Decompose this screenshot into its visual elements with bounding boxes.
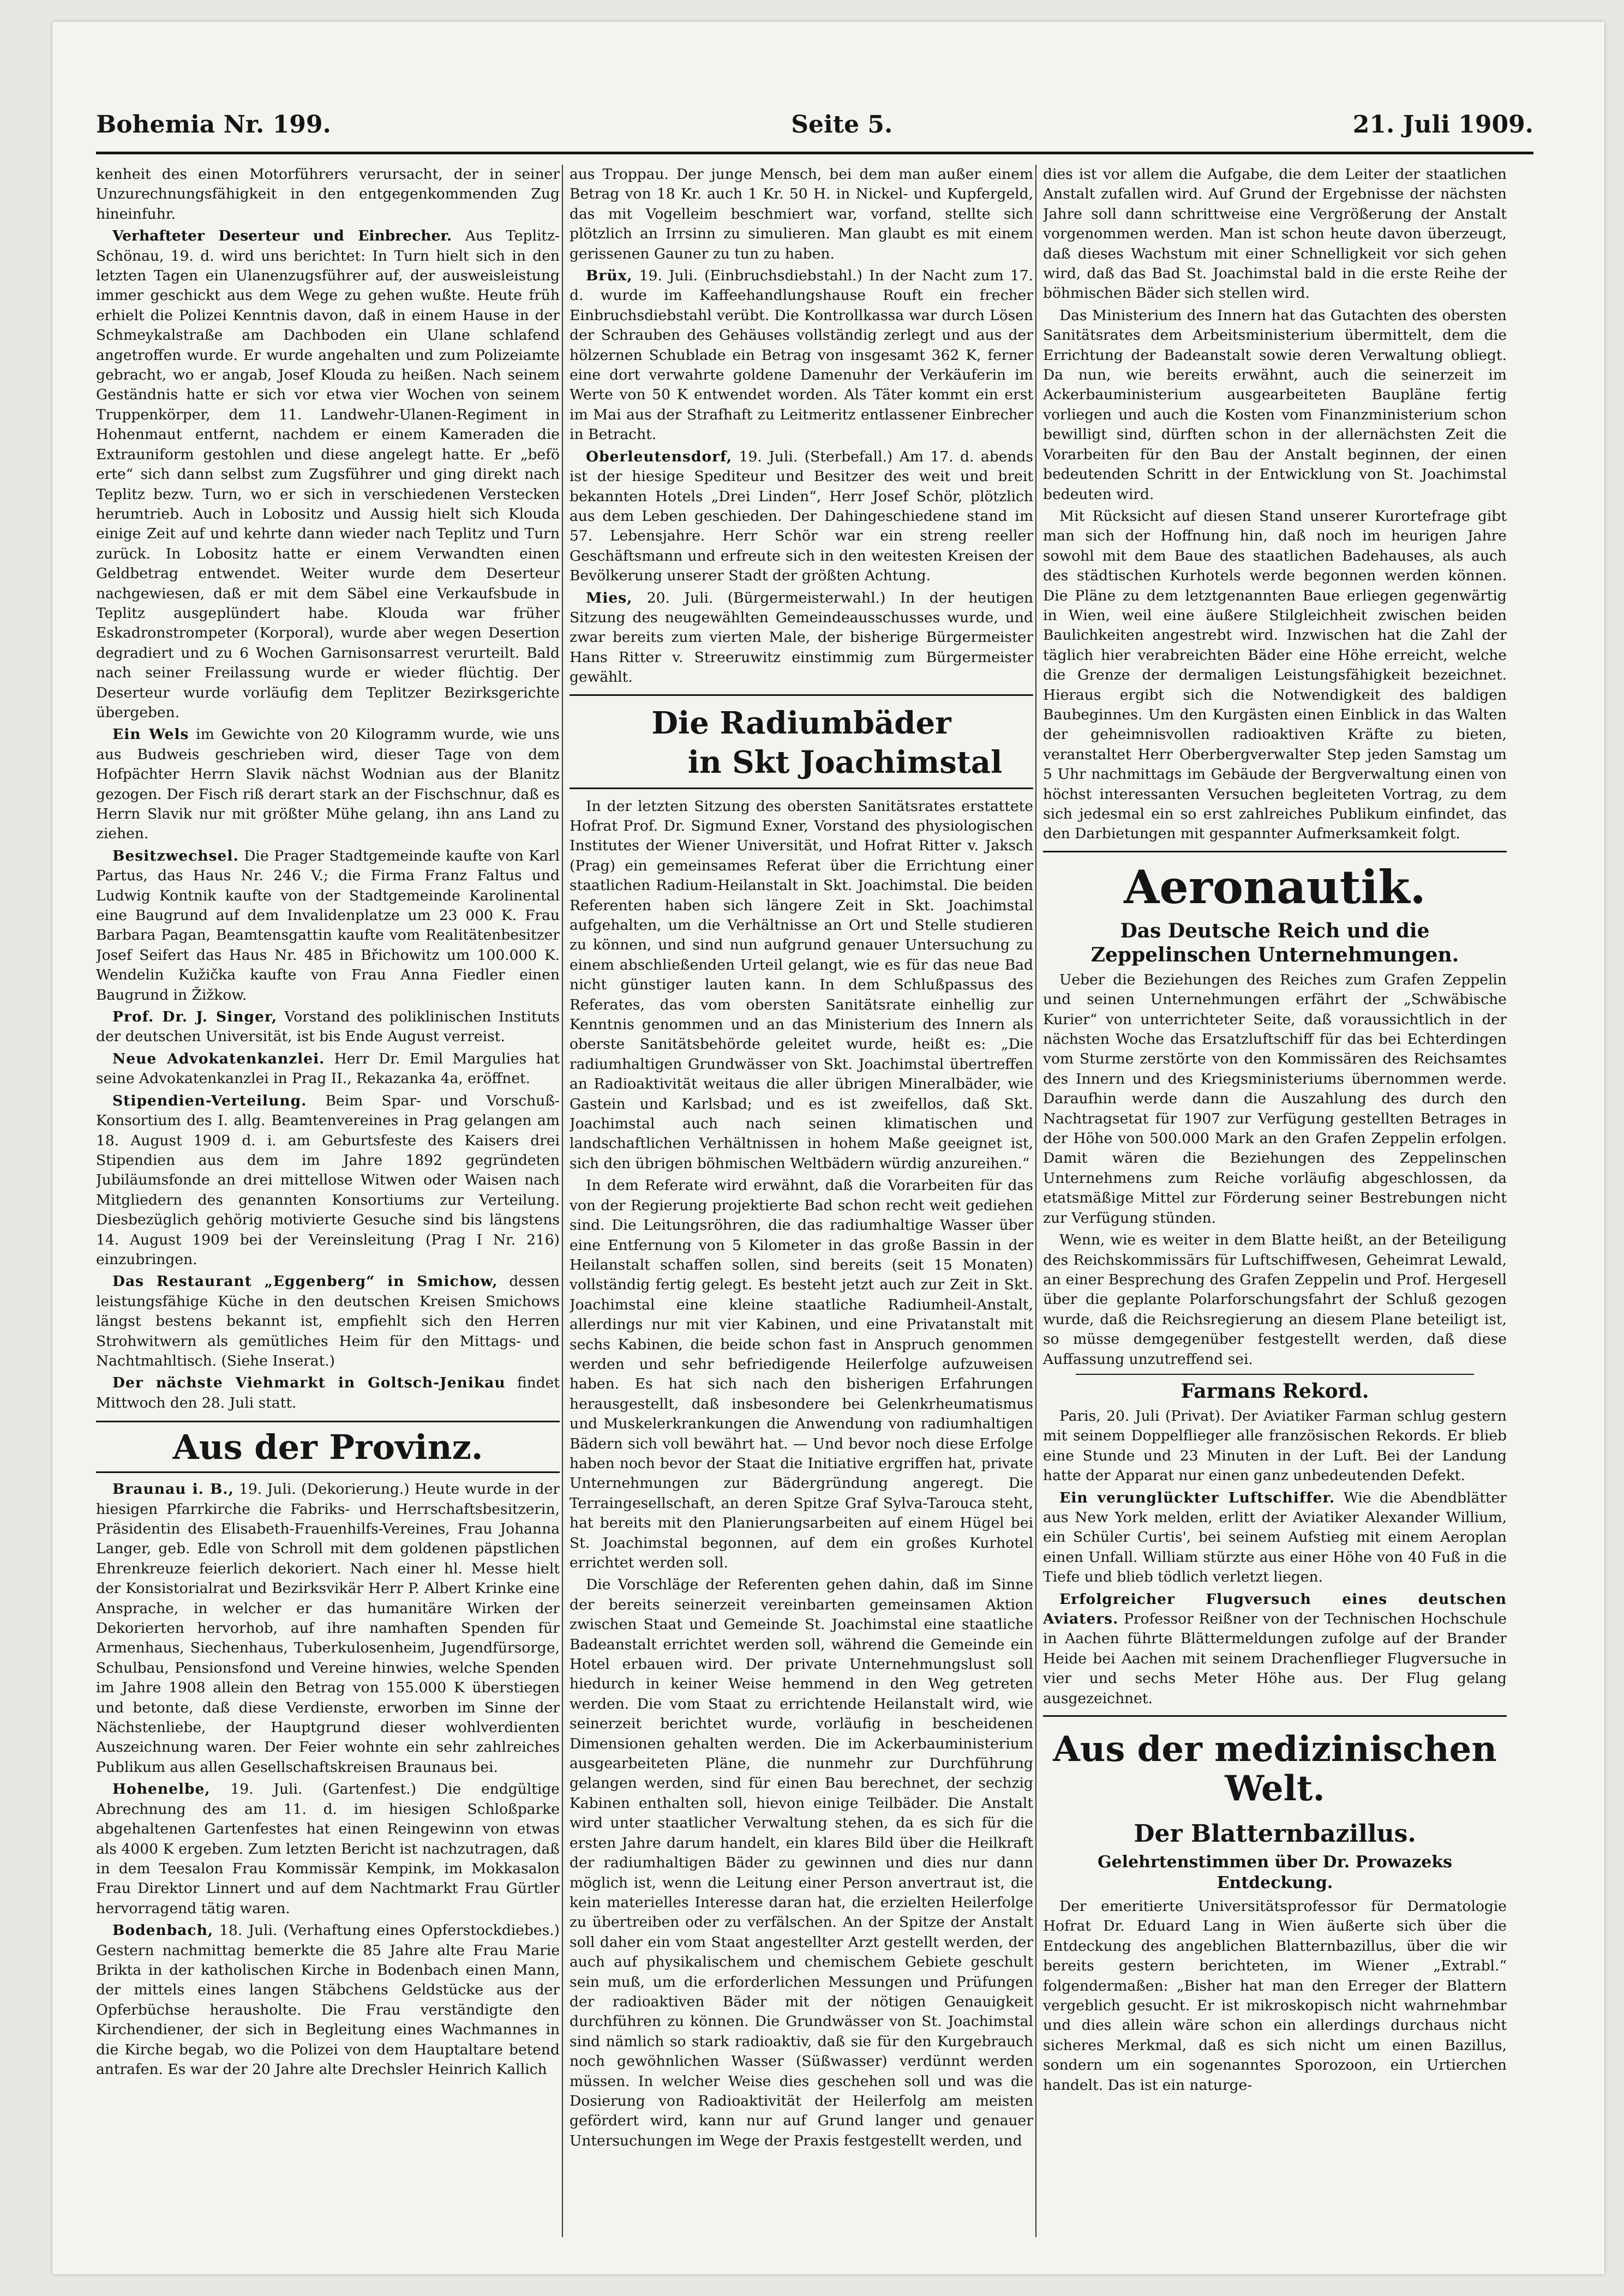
- article: [96, 725, 560, 844]
- headline-line-1: Die Radiumbäder: [651, 705, 951, 741]
- article-title: Das Restaurant „Eggenberg“ in Smichow,: [112, 1273, 498, 1290]
- article-title: Brüx,: [586, 267, 633, 285]
- article-title: Stipendien-Verteilung.: [112, 1092, 307, 1109]
- column-separator: [1035, 165, 1036, 2237]
- article-body: Die Prager Stadtgemeinde kaufte von Karl Partus, das Haus Nr. 246 V.; die Firma Franz Faltus und Ludwig Kontnik kaufte von der Stadtgemeinde Karolinental eine Baugrund auf dem Invalidenplatze um 23 000 K. Frau Barbara Pagan, Beamtensgattin kaufte vom Realitätenbesitzer Josef Seifert das Haus Nr. 485 in Břichowitz um 100.000 K. Wendelin Kužička kaufte von Frau Anna Fiedler einen Baugrund in Žižkow.: [96, 847, 560, 1003]
- article: [96, 226, 560, 723]
- article-paragraph: Ueber die Beziehungen des Reiches zum Grafen Zeppelin und seinen Unternehmungen erfährt der „Schwäbische Kurier“ von unterrichteter Seite, daß voraussichtlich in der nächsten Woche das Ersatzluftschiff für das bei Echterdingen vom Sturme zerstörte von den Kommissären des Reichsamtes des Innern und des Kriegsministeriums übernommen werde. Daraufhin werde dann die Auszahlung des durch den Nachtragsetat für 1907 zur Verfügung gestellten Betrages in der Höhe von 500.000 Mark an den Grafen Zeppelin erfolgen. Damit wären die Beziehungen des Zeppelinschen Unternehmens zum Reiche vorläufig abgeschlossen, da etatsmäßige Mittel zur Förderung seiner Bestrebungen nicht zur Verfügung stünden.: [1043, 971, 1507, 1227]
- article-title: Braunau i. B.,: [112, 1481, 234, 1498]
- headline-radiumbaeder: [570, 694, 1033, 789]
- article: [96, 1480, 560, 1777]
- article: [96, 1007, 560, 1047]
- article-body: Beim Spar- und Vorschuß-Konsortium des I. allg. Beamtenvereines in Prag gelangen am 18. August 1909 d. i. am Geburtsfeste des Kaisers drei Stipendien aus dem im Jahre 1892 gegründeten Jubiläumsfonde an drei mittellose Witwen oder Waisen nach Mitgliedern des genannten Konsortiums zur Verteilung. Diesbezüglich gehörig motivierte Gesuche sind bis längstens 14. August 1909 bei der Vereinsleitung (Prag I Nr. 216) einzubringen.: [96, 1092, 560, 1268]
- column-3: [1043, 165, 1507, 2248]
- article-title: Der nächste Viehmarkt in Goltsch-Jenikau: [112, 1374, 506, 1392]
- column-2: [570, 165, 1033, 2248]
- article-body: Vorstand des poliklinischen Instituts der deutschen Universität, ist bis Ende August verreist.: [96, 1008, 560, 1045]
- article: [96, 1272, 560, 1371]
- section-heading-aeronautik: Aeronautik.: [1124, 860, 1426, 914]
- article-body: 19. Juli. (Einbruchsdiebstahl.) In der Nacht zum 17. d. wurde im Kaffeehandlungshause Rouft ein frecher Einbruchsdiebstahl verübt. Die Kontrollkassa war durch Lösen der Schrauben des Gehäuses vollständig zerlegt und aus der hölzernen Schublade ein Betrag von insgesamt 362 K, ferner eine dort verwahrte goldene Damenuhr der Verkäuferin im Werte von 50 K entwendet worden. Als Täter kommt ein erst im Mai aus der Strafhaft zu Leitmeritz entlassener Einbrecher in Betracht.: [570, 267, 1033, 443]
- article-paragraph: Der emeritierte Universitätsprofessor für Dermatologie Hofrat Dr. Eduard Lang in Wien äußerte sich über die Entdeckung des angeblichen Blatternbazillus, über die wir bereits gestern berichteten, im Wiener „Extrabl.“ folgendermaßen: „Bisher hat man den Erreger der Blattern vergeblich gesucht. Er ist mikroskopisch nicht wahrnehmbar und dies allein wäre schon ein allerdings durchaus nicht sicheres Merkmal, daß es sich nicht um einen Bazillus, sondern um ein sogenanntes Sporozoon, ein Urtierchen handelt. Das ist ein naturge-: [1043, 1898, 1507, 2094]
- article-continuation: aus Troppau. Der junge Mensch, bei dem man außer einem Betrag von 18 Kr. auch 1 Kr. 50 H. in Nickel- und Kupfergeld, das mit Vogelleim beschmiert war, vorfand, stellte sich plötzlich an Irrsinn zu simulieren. Man glaubt es mit einem gerissenen Gauner zu tun zu haben.: [570, 166, 1033, 262]
- article-paragraph: Mit Rücksicht auf diesen Stand unserer Kurortefrage gibt man sich der Hoffnung hin, daß noch im heurigen Jahre sowohl mit dem Baue des staatlichen Badehauses, als auch des städtischen Kurhotels werde begonnen werden können. Die Pläne zu dem letztgenannten Baue erliegen gegenwärtig in Wien, weil eine äußere Stilgleichheit zwischen beiden Baulichkeiten angestrebt wird. Inzwischen hat die Zahl der täglich hier verabreichten Bäder eine Höhe erreicht, welche die Grenze der dermaligen Leistungsfähigkeit bezeichnet. Hieraus ergibt sich die Notwendigkeit des baldigen Baubeginnes. Um den Kurgästen einen Einblick in das Walten der geheimnisvollen radioaktiven Kräfte zu bieten, veranstaltet Herr Oberbergverwalter Step jeden Samstag um 5 Uhr nachmittags im Gebäude der Bergverwaltung einen von höchst interessanten Versuchen begleiteten Vortrag, zu dem sich jedesmal ein so erst zahlreiches Publikum einfindet, das den Darbietungen mit gespannter Aufmerksamkeit folgt.: [1043, 507, 1507, 843]
- article-title: Erfolgreicher Flugversuch eines deutschen Aviaters.: [1043, 1590, 1507, 1627]
- article-continuation: kenheit des einen Motorführers verursacht, der in seiner Unzurechnungsfähigkeit in den entgegenkommenden Zug hineinfuhr.: [96, 166, 560, 223]
- article-title: Bodenbach,: [112, 1922, 214, 1939]
- article-title: Prof. Dr. J. Singer,: [112, 1008, 278, 1026]
- divider: [1043, 851, 1507, 852]
- article: [1043, 1590, 1507, 1709]
- header-page-number: Seite 5.: [791, 110, 893, 139]
- article-body: dessen leistungsfähige Küche in den deutschen Kreisen Smichows längst bestens bekannt ist, empfiehlt sich den Herren Strohwitwern als gemütliches Heim für den Mittags- und Nachtmahltisch. (Siehe Inserat.): [96, 1273, 560, 1369]
- article-title: Oberleutensdorf,: [586, 448, 733, 465]
- article: [1043, 1488, 1507, 1588]
- article: [96, 1049, 560, 1089]
- header-masthead: Bohemia Nr. 199.: [96, 110, 331, 139]
- newspaper-page: [52, 22, 1604, 2274]
- article-paragraph: In dem Referate wird erwähnt, daß die Vorarbeiten für das von der Regierung projektierte Bad schon recht weit gediehen sind. Die Leitungsröhren, die das radiumhaltige Wasser über eine Entfernung von 5 Kilometer in das große Bassin in der Heilanstalt schaffen sollen, sind bereits (seit 15 Monaten) vollständig fertig gelegt. Es besteht jetzt auch zur Zeit in Skt. Joachimstal eine kleine staatliche Radiumheil-Anstalt, allerdings nur mit vier Kabinen, und eine Privatanstalt mit sechs Kabinen, die beide schon fast in Anspruch genommen werden und sehr befriedigende Heilerfolge aufzuweisen haben. Es hat sich nach den bisherigen Erfahrungen herausgestellt, daß insbesondere bei Gelenkrheumatismus und Muskelerkrankungen die Anwendung von radiumhaltigen Bädern sich voll bewährt hat. — Und bevor noch diese Erfolge haben noch bevor der Staat die Initiative ergriffen hat, private Unternehmungen zur Bädergründung angeregt. Die Terraingesellschaft, an deren Spitze Graf Sylva-Tarouca steht, hat bereits mit den Planierungsarbeiten auf einem Hügel bei St. Joachimstal begonnen, auf dem ein großes Kurhotel errichtet werden soll.: [570, 1177, 1033, 1571]
- article: [570, 266, 1033, 445]
- article: [96, 846, 560, 1005]
- article-body: Aus Teplitz-Schönau, 19. d. wird uns berichtet: In Turn hielt sich in den letzten Tagen ein Ulanenzugsführer auf, der ausweisleistung immer geschickt aus dem Wege zu gehen wußte. Heute früh erhielt die Polizei Kenntnis davon, daß in einem Hause in der Schmeykalstraße am Dachboden ein Ulane schlafend angetroffen wurde. Er wurde angehalten und zum Polizeiamte gebracht, wo er angab, Josef Klouda zu heißen. Nach seinem Geständnis hatte er sich vor etwa vier Wochen von seinem Truppenkörper, dem 11. Landwehr-Ulanen-Regiment in Hohenmaut entfernt, nachdem er einem Kameraden die Extrauniform gestohlen und diese angelegt hatte. Er „befö erte“ sich dann selbst zum Zugsführer und ging direkt nach Teplitz bezw. Turn, wo er sich in verschiedenen Verstecken herumtrieb. Auch in Lobositz und Aussig hielt sich Klouda einige Zeit auf und kehrte dann wieder nach Teplitz und Turn zurück. In Lobositz hatte er einem Verwandten einen Geldbetrag entwendet. Weiter wurde dem Deserteur nachgewiesen, daß er mit dem Säbel eine Verkaufsbude in Teplitz ausgeplündert habe. Klouda war früher Eskadronstrompeter (Korporal), wurde aber wegen Desertion degradiert und zu 6 Wochen Garnisonsarrest verurteilt. Bald nach seiner Freilassung wurde er wieder flüchtig. Der Deserteur wurde vorläufig dem Teplitzer Bezirksgerichte übergeben.: [96, 227, 560, 721]
- article-body: 19. Juli. (Gartenfest.) Die endgültige Abrechnung des am 11. d. im hiesigen Schloßparke abgehaltenen Gartenfestes hat einen Reingewinn von etwas als 4000 K ergeben. Zum letzten Bericht ist nachzutragen, daß in dem Teesalon Frau Kommissär Kempink, im Mokkasalon Frau Direktor Linnert und auf dem Nachtmarkt Frau Gürtler hervorragend tätig waren.: [96, 1781, 560, 1917]
- article: [96, 1373, 560, 1413]
- article-paragraph: In der letzten Sitzung des obersten Sanitätsrates erstattete Hofrat Prof. Dr. Sigmund Exner, Vorstand des physiologischen Institutes der Wiener Universität, und Hofrat Ritter v. Jaksch (Prag) ein gemeinsames Referat über die Errichtung einer staatlichen Radium-Heilanstalt in Skt. Joachimstal. Die beiden Referenten haben sich längere Zeit in Skt. Joachimstal aufgehalten, um die Verhältnisse an Ort und Stelle studieren zu können, und sind nun aufgrund genauer Untersuchung zu einem abschließenden Urteil gelangt, wie es für das neue Bad nicht günstiger lauten kann. In dem Schlußpassus des Referates, das vom obersten Sanitätsrate einhellig zur Kenntnis genommen und an das Ministerium des Innern als oberste Sanitätsbehörde geleitet wurde, heißt es: „Die radiumhaltigen Grundwässer von Skt. Joachimstal übertreffen an Radioaktivität weitaus die aller übrigen Mineralbäder, wie Gastein und Karlsbad; und es ist zweifellos, daß Skt. Joachimstal auch nach seinen klimatischen und landschaftlichen Verhältnissen in hohem Maße geeignet ist, sich den übrigen böhmischen Weltbädern würdig anzureihen.“: [570, 797, 1033, 1172]
- article-title: Besitzwechsel.: [112, 847, 239, 864]
- headline-line-2: in Skt Joachimstal: [687, 744, 1003, 780]
- article-subheadline: Gelehrtenstimmen über Dr. Prowazeks Entdeckung.: [1097, 1853, 1453, 1893]
- divider: [1076, 1374, 1474, 1375]
- column-separator: [562, 165, 563, 2237]
- article-title: Ein Wels: [112, 726, 189, 743]
- article-headline: Farmans Rekord.: [1180, 1379, 1369, 1403]
- article-title: Hohenelbe,: [112, 1781, 211, 1798]
- article-body: 19. Juli. (Dekorierung.) Heute wurde in der hiesigen Pfarrkirche die Fabriks- und Herrschaftsbesitzerin, Präsidentin des Elisabeth-Frauenhilfs-Vereines, Frau Johanna Langer, geb. Edle von Schroll mit dem goldenen päpstlichen Ehrenkreuze feierlich dekoriert. Nach einer hl. Messe hielt der Konsistorialrat und Bezirksvikär Herr P. Albert Krinke eine Ansprache, in welcher er das humanitäre Wirken der Dekorierten hervorhob, auf ihre namhaften Spenden für Armenhaus, Siechenhaus, Tuberkulosenheim, Jugendfürsorge, Schulbau, Pensionsfond und Vereine hinwies, welche Spenden im Jahre 1908 allein den Betrag von 155.000 K überstiegen und betonte, daß diese Verdienste, erworben im Sinne der Nächstenliebe, der Hauptgrund dieser wohlverdienten Auszeichnung waren. Der Feier wohnte ein sehr zahlreiches Publikum aus allen Gesellschaftskreisen Braunaus bei.: [96, 1481, 560, 1776]
- article-body: 20. Juli. (Bürgermeisterwahl.) In der heutigen Sitzung des neugewählten Gemeindeausschusses wurde, und zwar bereits zum vierten Male, der bisherige Bürgermeister Hans Ritter v. Streeruwitz einstimmig zum Bürgermeister gewählt.: [570, 589, 1033, 686]
- article: [96, 1091, 560, 1270]
- article-continuation: dies ist vor allem die Aufgabe, die dem Leiter der staatlichen Anstalt zufallen wird. Auf Grund der Ergebnisse der nächsten Jahre soll dann schrittweise eine Vergrößerung der Anstalt vorgenommen werden. Man ist schon heute davon überzeugt, daß dieses Wachstum mit einer Schnelligkeit vor sich gehen wird, daß das Bad St. Joachimstal bald in die erste Reihe der böhmischen Bäder sich stellen wird.: [1043, 166, 1507, 302]
- article-body: findet Mittwoch den 28. Juli statt.: [96, 1374, 560, 1411]
- article-body: Herr Dr. Emil Margulies hat seine Advokatenkanzlei in Prag II., Rekazanka 4a, eröffnet.: [96, 1050, 560, 1087]
- header-date: 21. Juli 1909.: [1352, 110, 1533, 139]
- divider: [1043, 1715, 1507, 1717]
- article-title: Neue Advokatenkanzlei.: [112, 1050, 325, 1067]
- article-title: Verhafteter Deserteur und Einbrecher.: [112, 227, 452, 245]
- page-header: [96, 104, 1533, 145]
- article: [570, 588, 1033, 688]
- article-paragraph: Paris, 20. Juli (Privat). Der Aviatiker Farman schlug gestern mit seinem Doppelflieger alle französischen Rekords. Er blieb eine Stunde und 23 Minuten in der Luft. Bei der Landung hatte der Apparat nur einen ganz unbedeutenden Defekt.: [1043, 1407, 1507, 1484]
- article-paragraph: Wenn, wie es weiter in dem Blatte heißt, an der Beteiligung des Reichskommissärs für Luftschiffwesen, Geheimrat Lewald, an einer Besprechung des Grafen Zeppelin und Prof. Hergesell über die geplante Polarforschungsfahrt der Schluß gezogen wurde, daß die Reichsregierung an diesem Plane beteiligt ist, so müsse demgegenüber festgestellt werden, daß diese Auffassung unzutreffend sei.: [1043, 1231, 1507, 1368]
- article-body: Professor Reißner von der Technischen Hochschule in Aachen führte Blättermeldungen zufolge auf der Brander Heide bei Aachen mit seinem Drachenflieger Flugversuche in vier und sechs Meter Höhe aus. Der Flug gelang ausgezeichnet.: [1043, 1610, 1507, 1707]
- article-paragraph: Das Ministerium des Innern hat das Gutachten des obersten Sanitätsrates dem Arbeitsministerium übermittelt, dem die Errichtung der Badeanstalt sowie deren Verwaltung obliegt. Da nun, wie bereits erwähnt, auch die seinerzeit im Ackerbauministerium ausgearbeiteten Baupläne fertig vorliegen und auch die Kosten vom Finanzministerium schon bewilligt sind, dürften schon in der allernächsten Zeit die Vorarbeiten für den Bau der Anstalt beginnen, der einen bedeutenden Schritt in der Entwicklung von St. Joachimstal bedeuten wird.: [1043, 306, 1507, 503]
- article: [570, 447, 1033, 586]
- article-paragraph: Die Vorschläge der Referenten gehen dahin, daß im Sinne der bereits seinerzeit vereinbarten gemeinsamen Aktion zwischen Staat und Gemeinde St. Joachimstal eine staatliche Badeanstalt errichtet werden soll, während die Gemeinde ein Hotel erbauen wird. Der private Unternehmungslust soll hiedurch in keiner Weise hemmend in den Weg getreten werden. Die vom Staat zu errichtende Heilanstalt wird, wie seinerzeit berichtet wurde, vorläufig in bescheidenen Dimensionen gehalten werden. Die im Ackerbauministerium ausgearbeiteten Pläne, die nunmehr zur Durchführung gelangen werden, sind für einen Bau berechnet, der sechzig Kabinen enthalten soll, hievon einige Teilbäder. Die Anstalt wird unter staatlicher Verwaltung stehen, da es sich für die ersten Jahre darum handelt, ein klares Bild über die Heilkraft der radiumhaltigen Bäder zu gewinnen und dies nur dann möglich ist, wenn die Leitung einer Person anvertraut ist, die kein materielles Interesse daran hat, die erzielten Heilerfolge zu übertreiben oder zu verfälschen. An der Spitze der Anstalt soll daher ein vom Staat angestellter Arzt gestellt werden, der auch auf physikalischem und chemischem Gebiete geschult sein muß, um die erforderlichen Messungen und Prüfungen der radioaktiven Bäder mit der nötigen Genauigkeit durchführen zu können. Die Grundwässer von St. Joachimstal sind nämlich so stark radioaktiv, daß sie für den Kurgebrauch noch gewöhnlichen Wasser (Süßwasser) verdünnt werden müssen. In welcher Weise dies geschehen soll und was die Dosierung von Radioaktivität der Heilerfolg am meisten gefördert wird, kann nur auf Grund langer und genauer Untersuchungen im Wege der Praxis festgestellt werden, und: [570, 1576, 1033, 2149]
- article-headline: Das Deutsche Reich und die Zeppelinschen Unternehmungen.: [1090, 919, 1459, 966]
- article-title: Mies,: [586, 589, 633, 606]
- article-body: Wie die Abendblätter aus New York melden, erlitt der Aviatiker Alexander Willium, ein Schüler Curtis', bei seinem Aufstieg mit einem Aeroplan einen Unfall. William stürzte aus einer Höhe von 40 Fuß in die Tiefe und blieb tödlich verletzt liegen.: [1043, 1489, 1507, 1586]
- article-title: Ein verunglückter Luftschiffer.: [1059, 1489, 1335, 1506]
- article-body: im Gewichte von 20 Kilogramm wurde, wie uns aus Budweis geschrieben wird, dieser Tage von dem Hofpächter Herrn Slavik nächst Wodnian aus der Blanitz gezogen. Der Fisch riß derart stark an der Fischschnur, daß es Herrn Slavik nur mit größter Mühe gelang, ihn ans Land zu ziehen.: [96, 726, 560, 843]
- article-body: 18. Juli. (Verhaftung eines Opferstockdiebes.) Gestern nachmittag bemerkte die 85 Jahre alte Frau Marie Brikta in der katholischen Kirche in Bodenbach einen Mann, der mittels eines langen Stäbchens Geldstücke aus der Opferbüchse herausholte. Die Frau verständigte den Kirchendiener, der sich in Begleitung eines Wachmannes in die Kirche begab, wo die Polizei von dem Hauptaltare betend antrafen. Es war der 20 Jahre alte Drechsler Heinrich Kallich: [96, 1922, 560, 2078]
- article-headline: Der Blatternbazillus.: [1134, 1820, 1416, 1848]
- article: [96, 1921, 560, 2079]
- column-1: [96, 165, 560, 2248]
- article-body: 19. Juli. (Sterbefall.) Am 17. d. abends ist der hiesige Spediteur und Besitzer des weit und breit bekannten Hotels „Drei Linden“, Herr Josef Schör, plötzlich aus dem Leben geschieden. Der Dahingeschiedene stand im 57. Lebensjahre. Herr Schör war ein streng reeller Geschäftsmann und erfreute sich in den weitesten Kreisen der Bevölkerung unserer Stadt der größten Achtung.: [570, 448, 1033, 585]
- header-rule: [96, 152, 1533, 154]
- section-heading-provinz: Aus der Provinz.: [96, 1421, 560, 1473]
- article: [96, 1780, 560, 1919]
- section-heading-medizin: Aus der medizinischen Welt.: [1053, 1729, 1497, 1810]
